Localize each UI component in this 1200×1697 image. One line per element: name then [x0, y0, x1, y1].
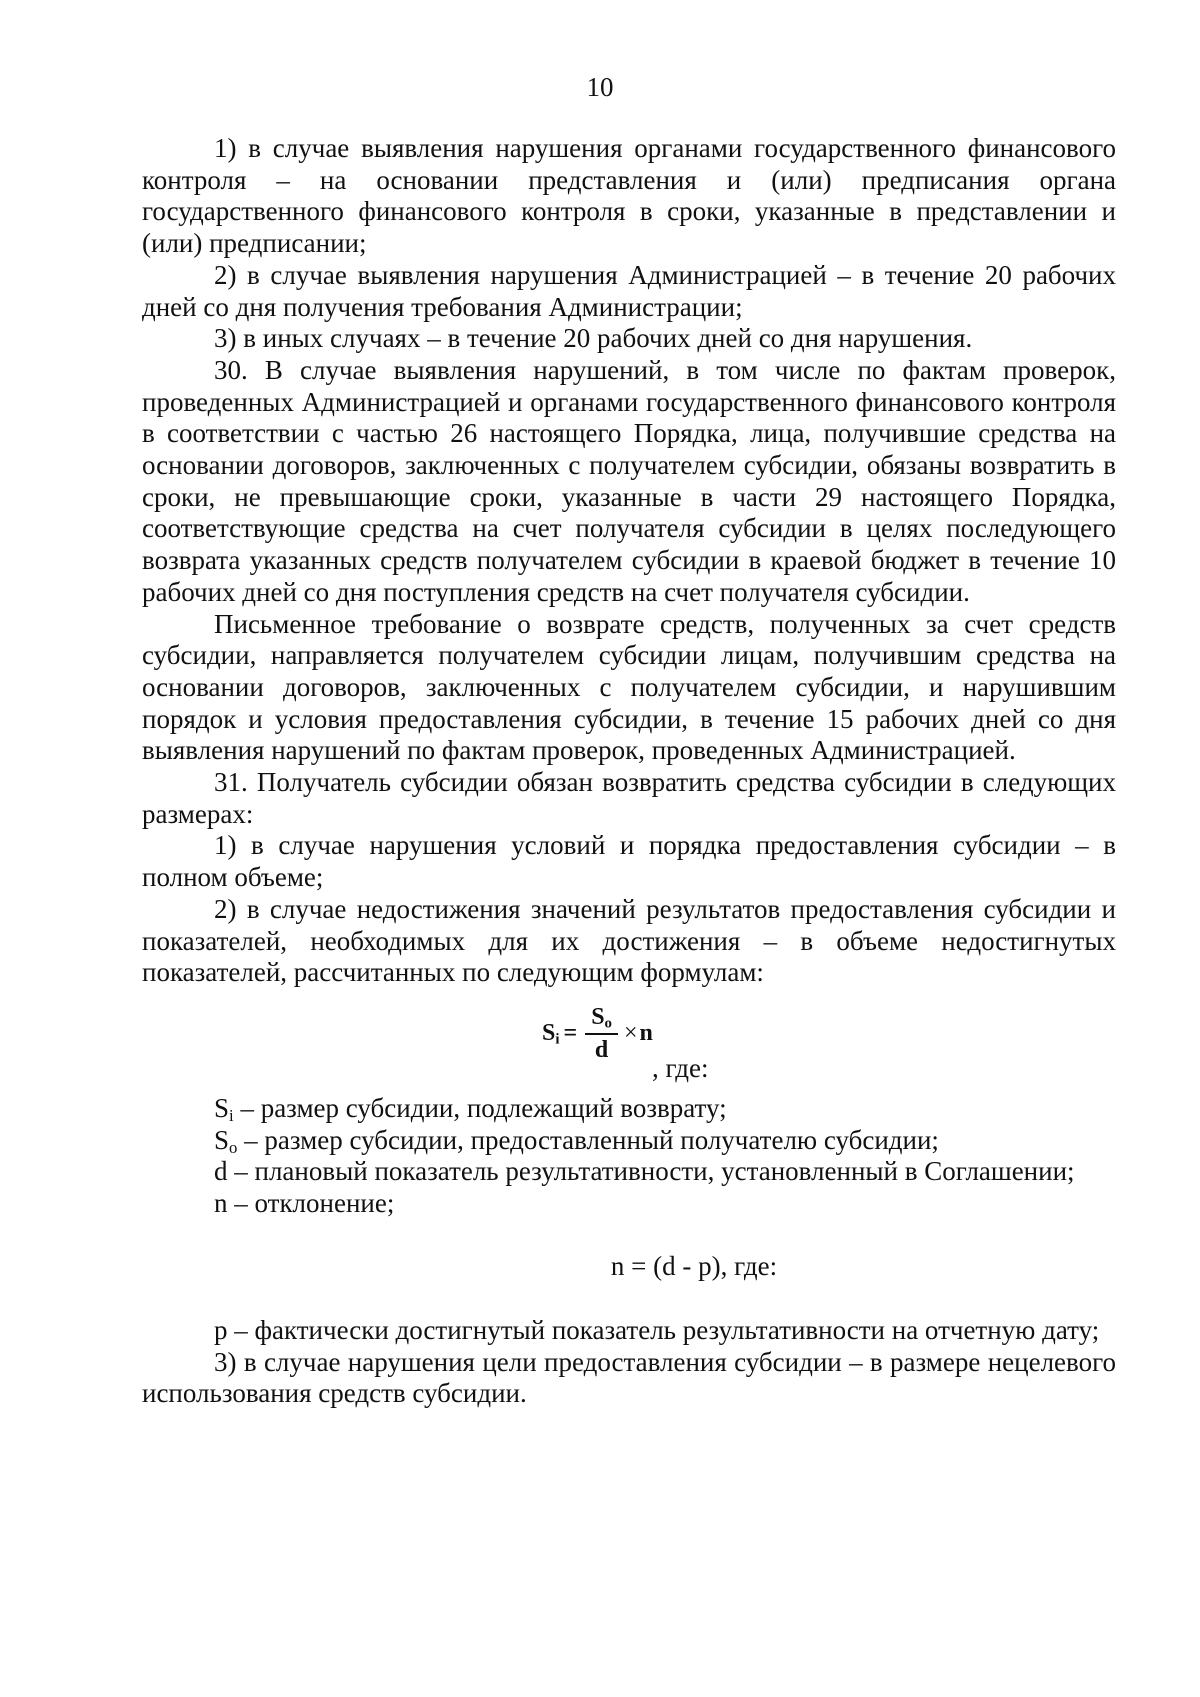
paragraph: 31. Получатель субсидии обязан возвратить средства субсидии в следующих размерах: [142, 767, 1116, 829]
paragraph: p – фактически достигнутый показатель результативности на отчетную дату; [214, 1314, 1100, 1345]
document-body [142, 133, 1116, 1410]
paragraph: Письменное требование о возврате средств, полученных за счет средств субсидии, направляется получателем субсидии лицам, получившим средства на основании договоров, заключенных с получателем субсидии, и нарушившим порядок и условия предоставления субсидии, в течение 15 рабочих дней со дня выявления нарушений по фактам проверок, проведенных Администрацией. [142, 608, 1116, 766]
formula-lhs: $S_i$ [542, 1019, 560, 1048]
definition-si: $S_i$ – размер субсидии, подлежащий возврату; [214, 1092, 727, 1126]
paragraph: 1) в случае выявления нарушения органами государственного финансового контроля – на основании представления и (или) предписания органа государственного финансового контроля в сроки, указанные в представлении и (или) предписании; [142, 133, 1116, 259]
formula-block [142, 989, 1116, 1093]
formula-equals: = [563, 1019, 578, 1046]
formula-factor: n [639, 1019, 653, 1046]
paragraph: 2) в случае выявления нарушения Администрацией – в течение 20 рабочих дней со дня получения требования Администрации; [142, 259, 1116, 322]
definition-n: n – отклонение; [214, 1188, 395, 1219]
formula-denominator: d [594, 1036, 609, 1063]
refund-formula [542, 1003, 653, 1064]
paragraph: 3) в иных случаях – в течение 20 рабочих дней со дня нарушения. [214, 323, 973, 354]
formula-fraction [585, 1003, 618, 1064]
paragraph: 1) в случае нарушения условий и порядка предоставления субсидии – в полном объеме; [142, 830, 1116, 893]
formula-numerator: $S_o$ [585, 1003, 618, 1035]
paragraph: 3) в случае нарушения цели предоставления субсидии – в размере нецелевого использования средств субсидии. [142, 1346, 1116, 1409]
paragraph: 2) в случае недостижения значений результатов предоставления субсидии и показателей, необходимых для их достижения – в объеме недостигнутых показателей, рассчитанных по следующим формулам: [142, 893, 1116, 988]
page-number: 10 [586, 72, 614, 102]
paragraph: 30. В случае выявления нарушений, в том числе по фактам проверок, проведенных Администрацией и органами государственного финансового контроля в соответствии с частью 26 настоящего Порядка, лица, получившие средства на основании договоров, заключенных с получателем субсидии, обязаны возвратить в сроки, не превышающие сроки, указанные в части 29 настоящего Порядка, соответствующие средства на счет получателя субсидии в целях последующего возврата указанных средств получателем субсидии в краевой бюджет в течение 10 рабочих дней со дня поступления средств на счет получателя субсидии. [142, 354, 1116, 607]
formula-where: , где: [652, 1052, 709, 1083]
deviation-formula: n = (d - p), где: [610, 1251, 778, 1282]
formula-times: × [623, 1019, 638, 1046]
definition-so: $S_o$ – размер субсидии, предоставленный получателю субсидии; [214, 1124, 939, 1157]
definition-d: d – плановый показатель результативности, установленный в Соглашении; [214, 1156, 1075, 1187]
